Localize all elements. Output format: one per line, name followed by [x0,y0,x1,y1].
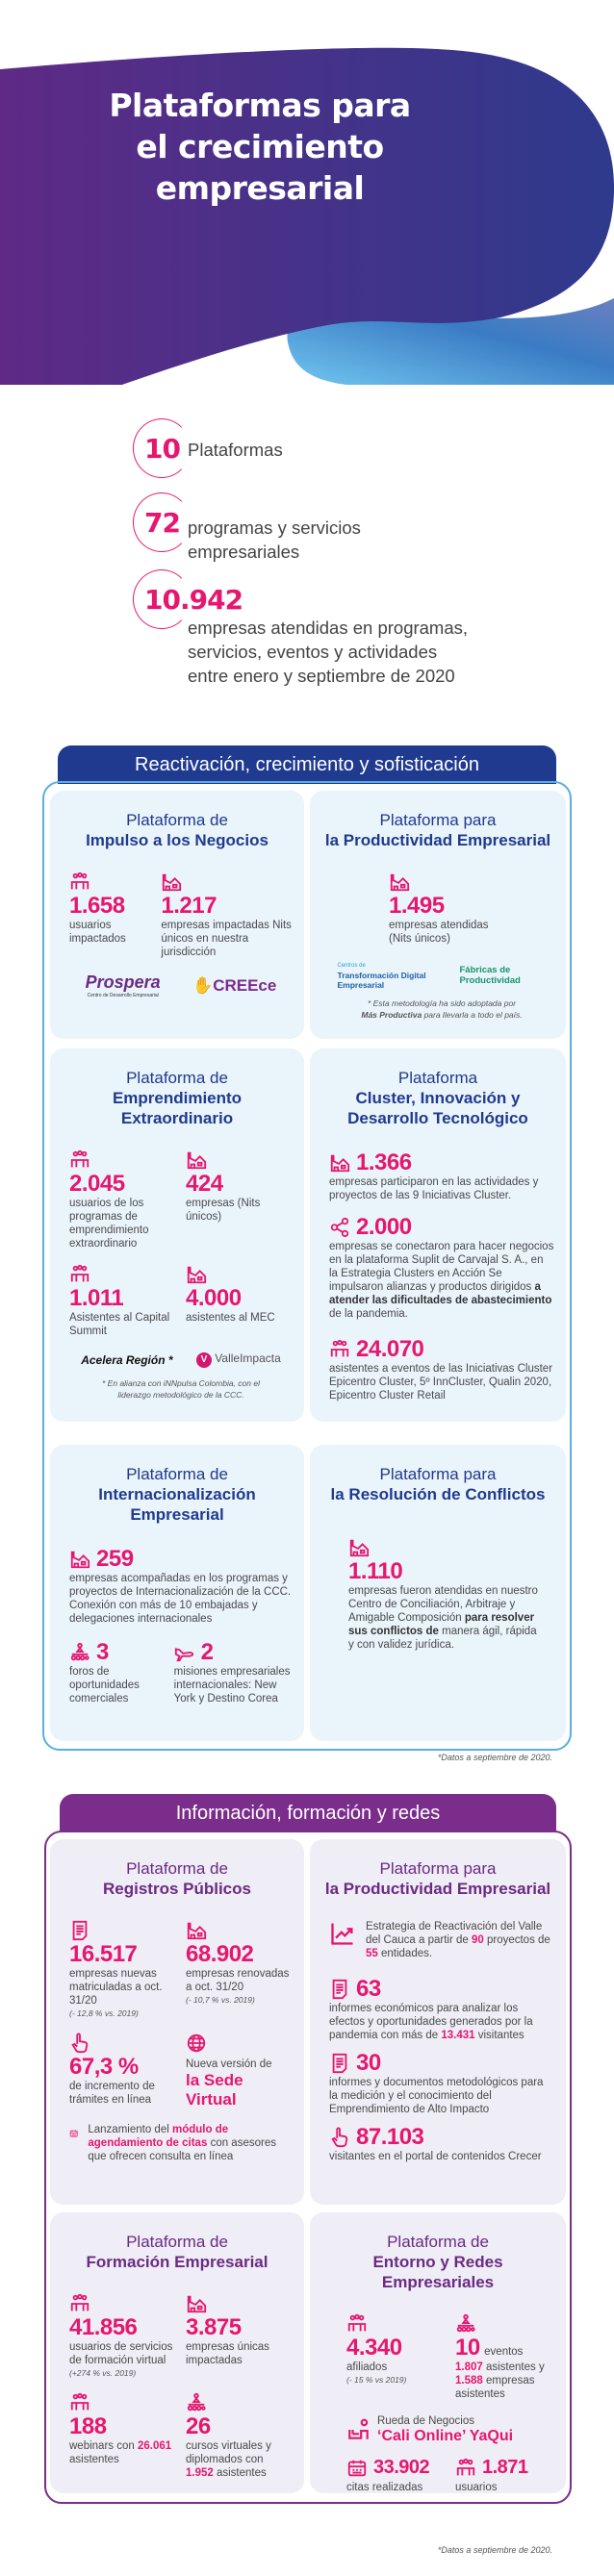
card-title: Plataforma para la Productividad Empresarial [324,811,551,849]
summary-number: 72 [144,507,180,539]
stat-number: 2 [200,1639,214,1665]
card-title: Plataforma para la Productividad Empresarial [324,1859,551,1898]
stat-number: 1.011 [69,1285,124,1311]
stat-number: 33.902 [373,2457,430,2478]
page-title [58,85,462,209]
stat-number: 87.103 [356,2124,424,2150]
stat-text: usuarios impactados [69,920,126,945]
card-title: Plataforma de Formación Empresarial [86,2233,269,2271]
factory-icon [329,1152,350,1174]
stat-number: 259 [96,1546,134,1572]
card-emprendimiento [50,1048,304,1422]
title-line: Plataformas para [109,87,411,124]
stat-text: Estrategia de Reactivación del Valle del Cauca a partir de 90 proyectos de 55 entidades. [366,1921,550,1959]
stat-number: 3 [96,1639,109,1665]
stat-text: empresas atendidas (Nits únicos) [389,920,489,945]
stat-note: (- 10,7 % vs. 2019) [186,1995,255,2005]
partner-logos [69,1351,293,1368]
card-internacionalizacion [50,1445,304,1741]
stat-text: 1.807 asistentes y 1.588 empresas asistentes [455,2361,545,2400]
stat-number: 4.000 [186,1285,242,1311]
stat-text: empresas nuevas matriculadas a oct. 31/20 [69,1968,163,2007]
summary-number: 10.942 [144,584,243,616]
summary-number: 10 [144,433,180,465]
summary-text: Plataformas [188,440,283,460]
stat-note: (+274 % vs. 2019) [69,2368,137,2378]
stat-text: usuarios [455,2482,498,2493]
prospera-logo: Prospera Centro de Desarrollo Empresarial [85,972,161,998]
stat-text: Nueva versión de [186,2058,272,2070]
card-impulso-negocios [50,791,304,1039]
trend-up-icon [329,1920,356,1947]
factory-icon [389,871,410,893]
alliance-note: * En alianza con iNNpulsa Colombia, con el liderazgo metodológico de la CCC. [102,1378,260,1400]
card-title: Plataforma para la Resolución de Conflictos [330,1465,546,1503]
forum-podium-icon [69,1642,90,1663]
stat-text: Lanzamiento del módulo de agendamiento de citas con asesores que ofrecen consulta en línea [88,2124,276,2162]
card-cluster-innovacion [310,1048,566,1422]
stat-number: 16.517 [69,1941,138,1967]
card-entorno-redes [310,2212,566,2493]
document-icon [69,1920,90,1941]
fabricas-productividad-logo: Fábricas de Productividad [459,965,521,986]
stat-text: foros de oportunidades comerciales [69,1666,140,1705]
summary-programs [133,492,537,569]
stat-text: empresas únicas impactadas [186,2341,269,2366]
calendar-icon [346,2458,368,2479]
summary-companies [133,569,537,714]
share-network-icon [329,1217,350,1238]
card-title: Plataforma de Internacionalización Empresarial [98,1465,256,1524]
factory-icon [69,1549,90,1570]
stat-number: 1.217 [161,893,217,919]
stat-number: 1.110 [348,1558,403,1584]
stat-text: usuarios de servicios de formación virtual [69,2341,173,2366]
card-productividad-empresarial [310,791,566,1039]
card-resolucion-conflictos [310,1445,566,1741]
stat-text: asistentes al MEC [186,1312,275,1324]
card-formacion-empresarial [50,2212,304,2493]
calendar-icon [69,2123,78,2144]
factory-icon [186,1264,207,1285]
partner-logos [69,972,293,998]
document-icon [329,1979,350,2000]
stat-number: 188 [69,2413,107,2439]
stat-number: 2.045 [69,1171,125,1197]
stat-number: 30 [356,2050,381,2076]
stat-number: 3.875 [186,2314,242,2340]
card-title: Plataforma Cluster, Innovación y Desarrollo Tecnológico [347,1069,528,1127]
title-line: el crecimiento [136,128,384,165]
event-podium-icon [455,2313,476,2335]
stat-number: 424 [186,1171,223,1197]
footnote: *Datos a septiembre de 2020. [437,1753,552,1762]
stat-number: 41.856 [69,2314,138,2340]
card-title: Plataforma de Emprendimiento Extraordinario [112,1069,243,1127]
stat-text: webinars con 26.061 asistentes [69,2440,172,2465]
stat-text: empresas renovadas a oct. 31/20 [186,1968,290,1993]
stat-number: 1.658 [69,893,125,919]
stat-number: 26 [186,2413,211,2439]
rueda-negocios-name: ‘Cali Online’ YaQui [377,2428,514,2444]
summary-text: programas y servicios empresariales [188,518,361,562]
footnote: *Datos a septiembre de 2020. [437,2545,552,2555]
stat-number: 1.495 [389,893,445,919]
business-meeting-icon [346,2417,371,2442]
stat-text: de incremento de trámites en línea [69,2081,155,2106]
people-icon [69,1149,90,1171]
stat-text: eventos [484,2346,524,2358]
pointer-hand-icon [329,2127,350,2148]
creece-logo: ✋CREEce [192,975,277,995]
document-icon [329,2053,350,2074]
stat-note: (- 15 % vs 2019) [346,2375,407,2385]
stat-text: usuarios de los programas de emprendimiento extraordinario [69,1198,149,1250]
factory-icon [186,2293,207,2314]
stat-number: 1.366 [356,1149,412,1175]
section-header-reactivacion: Reactivación, crecimiento y sofisticación [58,745,556,784]
people-icon [69,871,90,893]
stat-number: 10 [455,2335,480,2361]
stat-number: 4.340 [346,2335,402,2361]
partner-logos [329,961,554,990]
methodology-note: * Esta metodología ha sido adoptada por Más Productiva para llevarla a todo el país. [361,998,523,1020]
transformacion-digital-logo: Centros de Transformación Digital Empresarial [337,963,426,990]
stat-number: 2.000 [356,1214,412,1240]
card-title: Plataforma de Registros Públicos [103,1859,251,1898]
factory-icon [161,871,182,893]
stat-text: Asistentes al Capital Summit [69,1312,170,1337]
stat-text: Rueda de Negocios [377,2415,475,2427]
sede-virtual-highlight: la Sede Virtual [186,2071,243,2109]
card-title: Plataforma de Entorno y Redes Empresariales [372,2233,503,2291]
course-podium-icon [186,2392,207,2413]
factory-icon [186,1149,207,1171]
stat-text: empresas (Nits únicos) [186,1198,261,1223]
people-icon [346,2313,368,2335]
stat-text: empresas fueron atendidas en nuestro Centro de Conciliación, Arbitraje y Amigable Composición para resolver sus conflictos de manera ágil, rápida y con validez jurídica. [348,1585,538,1651]
summary-platforms [133,418,537,486]
card-title: Plataforma de Impulso a los Negocios [86,811,269,849]
stat-text: citas realizadas [346,2482,423,2493]
people-icon [455,2458,476,2479]
stat-text: asistentes a eventos de las Iniciativas Cluster Epicentro Cluster, 5º InnCluster, Qualin 2020, Epicentro Cluster Retail [329,1363,553,1402]
stat-text: misiones empresariales internacionales: New York y Destino Corea [173,1666,291,1705]
stat-text: empresas participaron en las actividades y proyectos de las 9 Iniciativas Cluster. [329,1176,539,1201]
globe-icon [186,2033,207,2054]
stat-text: empresas se conectaron para hacer negocios en la plataforma Suplit de Carvajal S. A., en la Estrategia Clusters en Acción Se impulsaron alianzas y productos dirigidos a atender las dificultades de abastecimiento de la pandemia. [329,1241,554,1320]
section-header-informacion: Información, formación y redes [60,1794,556,1832]
stat-text: empresas acompañadas en los programas y proyectos de Internacionalización de la CCC. Conexión con más de 10 embajadas y delegaciones internacionales [69,1573,292,1625]
card-registros-publicos [50,1839,304,2205]
stat-text: afiliados [346,2361,388,2373]
stat-text: informes y documentos metodológicos para la medición y el conocimiento del Emprendimiento de Alto Impacto [329,2077,544,2115]
stat-number: 24.070 [356,1336,424,1362]
stat-number: 1.871 [482,2457,528,2478]
summary-text: empresas atendidas en programas, servicios, eventos y actividades entre enero y septiembre de 2020 [188,618,469,686]
stat-note: (- 12,8 % vs. 2019) [69,2008,139,2018]
factory-icon [186,1920,207,1941]
stat-text: visitantes en el portal de contenidos Crecer [329,2151,542,2162]
stat-text: informes económicos para analizar los efectos y oportunidades generados por la pandemia con más de 13.431 visitantes [329,2003,533,2041]
stat-text: empresas impactadas Nits únicos en nuestra jurisdicción [161,920,292,958]
pointer-hand-icon [69,2033,90,2054]
card-productividad-empresarial-2 [310,1839,566,2205]
people-icon [329,1339,350,1360]
stat-text: cursos virtuales y diplomados con 1.952 asistentes [186,2440,271,2479]
stat-number: 67,3 % [69,2054,139,2080]
people-icon [69,2293,90,2314]
factory-icon [348,1537,370,1558]
title-line: empresarial [155,169,365,207]
stat-number: 63 [356,1976,381,2002]
stat-number: 68.902 [186,1941,254,1967]
airplane-icon [174,1642,195,1663]
acelera-region-logo: Acelera Región * [81,1352,173,1367]
people-icon [69,2392,90,2413]
valleimpacta-logo: V ValleImpacta [196,1351,281,1368]
people-icon [69,1264,90,1285]
